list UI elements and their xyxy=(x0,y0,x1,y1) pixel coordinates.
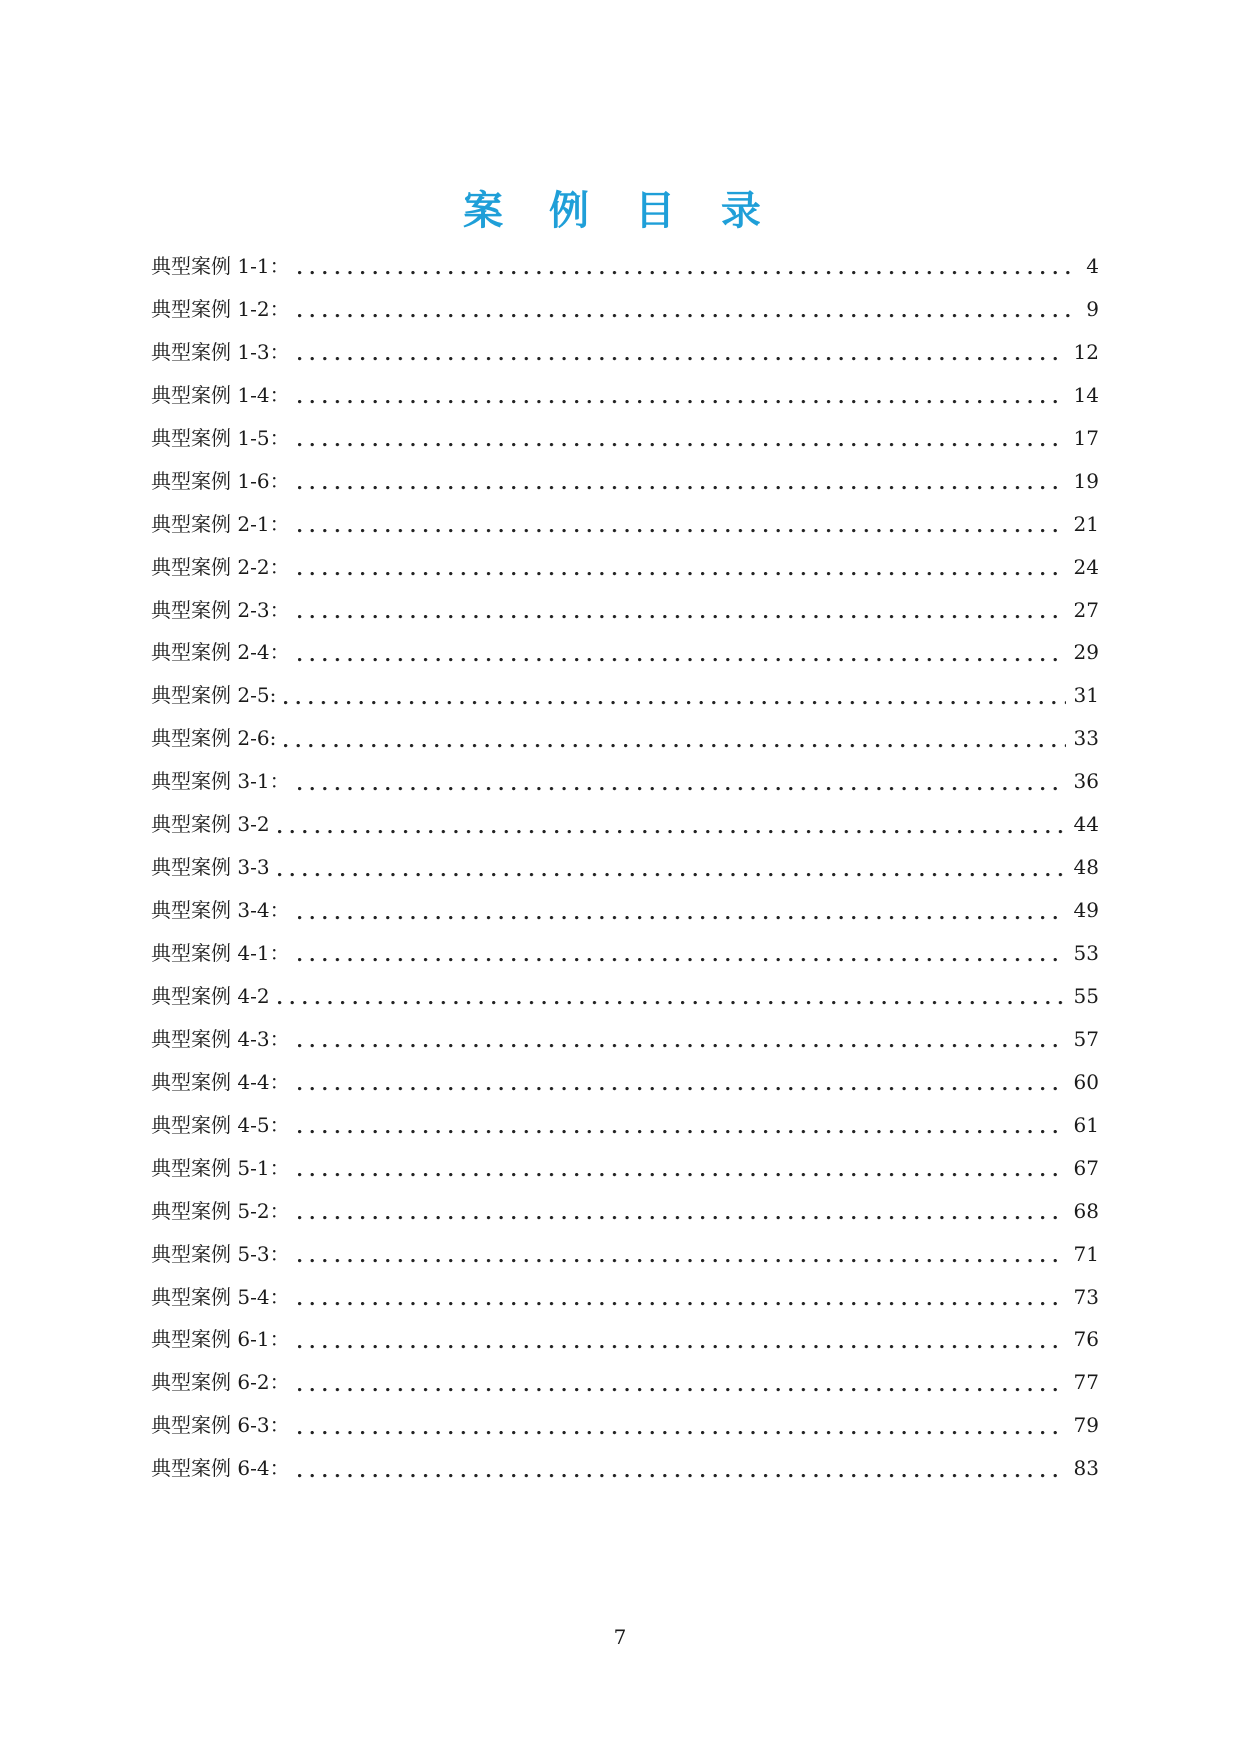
toc-entry[interactable] xyxy=(151,674,1099,717)
toc-entry-label: 典型案例 2-1： xyxy=(151,511,290,536)
toc-entry[interactable] xyxy=(151,1018,1099,1061)
toc-entry-label: 典型案例 6-4： xyxy=(151,1456,290,1481)
toc-entry[interactable] xyxy=(151,374,1099,417)
toc-entry-page: 71 xyxy=(1073,1241,1099,1266)
toc-entry-label: 典型案例 6-3： xyxy=(151,1413,290,1438)
toc-entry[interactable] xyxy=(151,503,1099,546)
toc-dot-leader xyxy=(298,1345,1066,1349)
toc-entry-label: 典型案例 4-3： xyxy=(151,1026,290,1051)
toc-entry-label: 典型案例 5-1： xyxy=(151,1155,290,1180)
toc-entry-label: 典型案例 3-3 xyxy=(151,855,270,880)
toc-dot-leader xyxy=(298,1259,1066,1263)
toc-entry-page: 60 xyxy=(1073,1069,1099,1094)
toc-entry[interactable] xyxy=(151,803,1099,846)
toc-entry-label: 典型案例 4-2 xyxy=(151,983,270,1008)
toc-entry[interactable] xyxy=(151,975,1099,1018)
toc-entry-page: 31 xyxy=(1073,683,1099,708)
toc-entry-page: 14 xyxy=(1073,382,1099,407)
toc-entry[interactable] xyxy=(151,631,1099,674)
toc-dot-leader xyxy=(298,787,1066,791)
toc-entry-page: 33 xyxy=(1073,726,1099,751)
toc-entry-page: 12 xyxy=(1073,339,1099,364)
toc-dot-leader xyxy=(298,1173,1066,1177)
page-number: 7 xyxy=(613,1625,627,1649)
toc-dot-leader xyxy=(298,400,1066,404)
toc-entry-label: 典型案例 5-2： xyxy=(151,1198,290,1223)
toc-entry-page: 19 xyxy=(1073,468,1099,493)
toc-entry-label: 典型案例 1-3： xyxy=(151,339,290,364)
toc-dot-leader xyxy=(298,572,1066,576)
toc-dot-leader xyxy=(298,1431,1066,1435)
toc-entry-label: 典型案例 2-2： xyxy=(151,554,290,579)
toc-dot-leader xyxy=(278,873,1066,877)
toc-entry-label: 典型案例 3-4： xyxy=(151,898,290,923)
toc-entry[interactable] xyxy=(151,889,1099,932)
toc-dot-leader xyxy=(298,958,1066,962)
toc-dot-leader xyxy=(298,357,1066,361)
toc-dot-leader xyxy=(298,1087,1066,1091)
toc-dot-leader xyxy=(298,658,1066,662)
toc-entry-label: 典型案例 2-3： xyxy=(151,597,290,622)
toc-entry-page: 73 xyxy=(1073,1284,1099,1309)
toc-entry-label: 典型案例 3-2 xyxy=(151,812,270,837)
toc-dot-leader xyxy=(298,615,1066,619)
toc-entry[interactable] xyxy=(151,460,1099,503)
toc-entry-page: 76 xyxy=(1073,1327,1099,1352)
page-title: 案 例 目 录 xyxy=(463,188,777,234)
toc-entry-page: 24 xyxy=(1073,554,1099,579)
toc-entry-page: 49 xyxy=(1073,898,1099,923)
toc-entry[interactable] xyxy=(151,1404,1099,1447)
toc-dot-leader xyxy=(298,271,1079,275)
toc-dot-leader xyxy=(298,916,1066,920)
toc-entry-page: 83 xyxy=(1073,1456,1099,1481)
toc-entry-label: 典型案例 1-4： xyxy=(151,382,290,407)
toc-entry-page: 68 xyxy=(1073,1198,1099,1223)
toc-entry-label: 典型案例 4-1： xyxy=(151,941,290,965)
toc-dot-leader xyxy=(278,830,1066,834)
toc-entry-label: 典型案例 5-4： xyxy=(151,1284,290,1309)
toc-entry-label: 典型案例 2-5: xyxy=(151,683,277,708)
toc-entry[interactable] xyxy=(151,1276,1099,1319)
toc-dot-leader xyxy=(298,443,1066,447)
toc-entry-page: 17 xyxy=(1073,425,1099,450)
toc-entry-page: 79 xyxy=(1073,1413,1099,1438)
toc-entry-page: 55 xyxy=(1073,983,1099,1008)
toc-entry[interactable] xyxy=(151,589,1099,632)
toc-entry[interactable] xyxy=(151,245,1099,288)
toc-dot-leader xyxy=(298,1044,1066,1048)
toc-entry-page: 27 xyxy=(1073,597,1099,622)
toc-entry-page: 48 xyxy=(1073,855,1099,880)
toc-entry-page: 44 xyxy=(1073,812,1099,837)
toc-entry[interactable] xyxy=(151,760,1099,803)
toc-entry-page: 21 xyxy=(1073,511,1099,536)
toc-entry-page: 4 xyxy=(1086,254,1099,278)
table-of-contents xyxy=(151,245,1099,1490)
toc-entry[interactable] xyxy=(151,1233,1099,1276)
toc-dot-leader xyxy=(298,1130,1066,1134)
toc-entry-label: 典型案例 2-4： xyxy=(151,640,290,665)
toc-entry-page: 61 xyxy=(1073,1112,1099,1137)
toc-entry[interactable] xyxy=(151,1190,1099,1233)
toc-entry-label: 典型案例 1-2： xyxy=(151,296,290,321)
toc-entry[interactable] xyxy=(151,1361,1099,1404)
toc-dot-leader xyxy=(298,529,1066,533)
toc-entry-page: 53 xyxy=(1073,941,1099,965)
toc-entry-label: 典型案例 2-6: xyxy=(151,726,277,751)
toc-entry[interactable] xyxy=(151,417,1099,460)
toc-entry[interactable] xyxy=(151,717,1099,760)
toc-entry-label: 典型案例 4-4： xyxy=(151,1069,290,1094)
toc-entry-page: 77 xyxy=(1073,1370,1099,1395)
toc-dot-leader xyxy=(298,486,1066,490)
toc-entry-label: 典型案例 6-1： xyxy=(151,1327,290,1352)
toc-dot-leader xyxy=(284,701,1065,705)
toc-entry-label: 典型案例 4-5： xyxy=(151,1112,290,1137)
toc-entry[interactable] xyxy=(151,331,1099,374)
toc-dot-leader xyxy=(298,314,1079,318)
toc-dot-leader xyxy=(298,1474,1066,1478)
toc-entry[interactable] xyxy=(151,1104,1099,1147)
toc-entry-page: 67 xyxy=(1073,1155,1099,1180)
toc-entry[interactable] xyxy=(151,1061,1099,1104)
toc-entry-label: 典型案例 5-3： xyxy=(151,1241,290,1266)
toc-entry[interactable] xyxy=(151,1147,1099,1190)
toc-dot-leader xyxy=(298,1388,1066,1392)
toc-entry-label: 典型案例 1-5： xyxy=(151,425,290,450)
toc-entry-label: 典型案例 1-6： xyxy=(151,468,290,493)
toc-entry-label: 典型案例 6-2： xyxy=(151,1370,290,1395)
toc-entry-page: 9 xyxy=(1086,296,1099,321)
toc-entry[interactable] xyxy=(151,546,1099,589)
toc-entry-page: 57 xyxy=(1073,1026,1099,1051)
toc-entry-page: 29 xyxy=(1073,640,1099,665)
toc-entry-page: 36 xyxy=(1073,769,1099,794)
toc-entry[interactable] xyxy=(151,846,1099,889)
toc-entry[interactable] xyxy=(151,288,1099,331)
toc-dot-leader xyxy=(298,1216,1066,1220)
toc-entry-label: 典型案例 3-1： xyxy=(151,769,290,794)
toc-entry[interactable] xyxy=(151,1318,1099,1361)
toc-dot-leader xyxy=(298,1302,1066,1306)
toc-entry-label: 典型案例 1-1： xyxy=(151,254,290,278)
toc-dot-leader xyxy=(284,744,1065,748)
toc-entry[interactable] xyxy=(151,932,1099,975)
toc-entry[interactable] xyxy=(151,1447,1099,1490)
toc-dot-leader xyxy=(278,1001,1066,1005)
